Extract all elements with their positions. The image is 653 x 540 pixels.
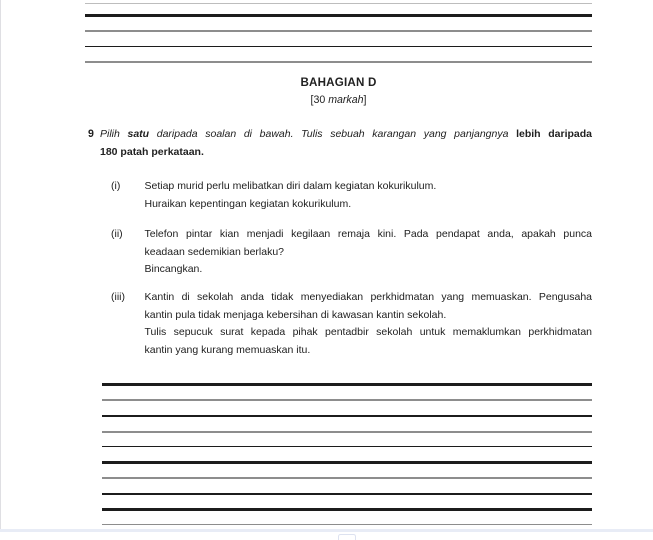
option-line: Bincangkan. [144,263,203,276]
section-marks [85,92,592,110]
intro-bold: lebih daripada [516,128,593,140]
section-title: BAHAGIAN D [300,76,377,89]
option-line: Kantin di sekolah anda tidak menyediakan perkhidmatan yang memuaskan. Pengusaha [144,291,592,303]
section-header [85,74,592,110]
intro-bold-italic: satu [127,128,150,140]
ruled-line [102,461,592,464]
question-intro-line-2: 180 patah perkataan. [100,145,204,158]
intro-italic-2: daripada soalan di bawah. Tulis sebuah karangan yang panjangnya [149,128,517,140]
option-line: Huraikan kepentingan kegiatan kokurikulum. [144,197,352,210]
option-marker: (i) [111,180,121,192]
option-marker: (iii) [111,291,125,303]
next-page-top-box [338,534,356,540]
ruled-line [102,508,592,511]
ruled-line [102,415,592,417]
question-option-i [111,178,592,213]
option-line: Tulis sepucuk surat kepada pihak pentadbir sekolah untuk memaklumkan perkhidmatan [144,326,592,339]
option-line: kantin pula tidak menjaga kebersihan di kawasan kantin sekolah. [144,308,447,321]
option-line: keadaan sedemikian berlaku? [144,245,285,258]
next-page-top [0,532,653,540]
ruled-line [102,477,592,479]
ruled-line [102,446,592,448]
option-text [145,178,593,213]
ruled-line [85,3,592,5]
marks-open: [30 [310,94,329,106]
ruled-line [102,383,592,386]
question-9 [88,126,592,161]
ruled-line [102,493,592,496]
option-marker: (ii) [111,228,123,240]
question-intro-line-1 [100,126,592,144]
intro-italic-1: Pilih [100,128,128,140]
ruled-line [85,46,592,48]
option-text [145,289,593,359]
ruled-line [85,30,592,32]
ruled-line [102,431,592,433]
ruled-line [85,61,592,63]
ruled-line [102,524,592,526]
question-intro [100,126,592,161]
ruled-line [85,14,592,17]
option-line: Setiap murid perlu melibatkan diri dalam kegiatan kokurikulum. [144,180,437,192]
option-line: kantin yang kurang memuaskan itu. [144,343,311,356]
ruled-line [102,399,592,401]
option-line: Telefon pintar kian menjadi kegilaan remaja kini. Pada pendapat anda, apakah punca [144,228,592,240]
marks-close: ] [363,94,367,106]
question-option-ii [111,226,592,279]
marks-word: markah [328,94,364,106]
question-number: 9 [88,128,94,140]
option-text [145,226,593,279]
question-option-iii [111,289,592,359]
